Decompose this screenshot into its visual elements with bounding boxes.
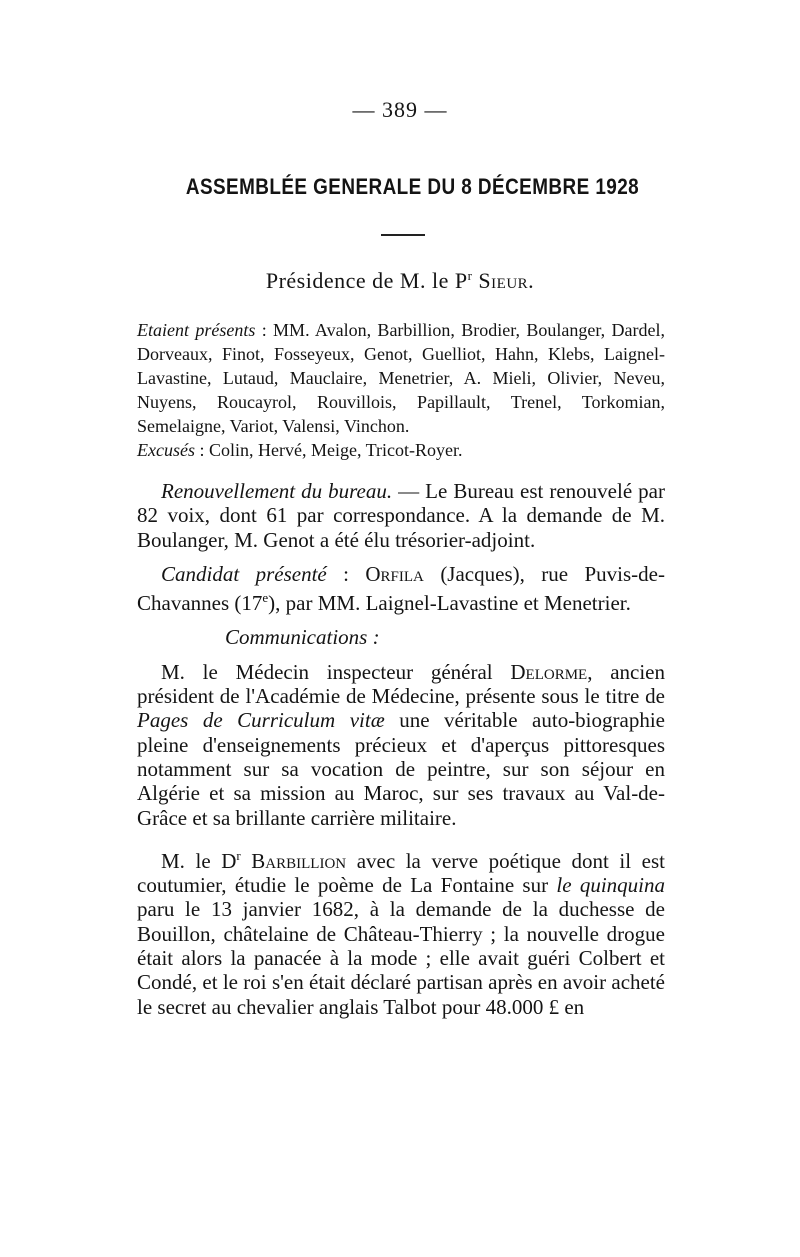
barbillion-text-2: avec la verve poétique dont il est coutumier, étudie le poème de La Fontaine sur: [137, 848, 665, 898]
candidat-text-2: ), par MM. Laignel-Lavastine et Menetrier.: [268, 591, 631, 616]
delorme-text-2: , ancien président de l'Académie de Médecine, présente sous le titre de: [137, 659, 665, 709]
candidat-sup: e: [262, 590, 269, 606]
candidat-name: Orfila: [365, 561, 424, 586]
renouvellement-label: Renouvellement du bureau.: [161, 479, 393, 503]
excuses-label: Excusés: [137, 440, 195, 460]
barbillion-work-title: le quinquina: [556, 873, 665, 898]
communications-heading: [137, 625, 665, 649]
candidat-text-1: (Jacques), rue Puvis-de-Chavannes (17: [137, 561, 665, 616]
presidence-sup: r: [467, 268, 473, 283]
candidat-colon: :: [326, 561, 366, 586]
page-title: ASSEMBLÉE GENERALE DU 8 DÉCEMBRE 1928: [185, 174, 640, 199]
barbillion-sup: r: [236, 847, 241, 863]
page-number: — 389 —: [352, 97, 448, 122]
renouvellement-paragraph: [137, 479, 665, 552]
president-name: Sieur.: [478, 268, 535, 293]
barbillion-text-1: M. le D: [161, 848, 237, 873]
attendance-section: [137, 318, 665, 462]
communications-heading-text: Communications :: [225, 625, 380, 650]
renouvellement-text: — Le Bureau est renouvelé par 82 voix, dont 61 par correspondance. A la demande de M. Boulanger, M. Genot a été élu trésorier-adjoint.: [137, 479, 665, 552]
presents-label: Etaient présents: [137, 320, 256, 340]
presidence-prefix: Présidence de M. le P: [265, 268, 468, 293]
barbillion-text-3: paru le 13 janvier 1682, à la demande de la duchesse de Bouillon, châtelaine de Château-Thierry ; la nouvelle drogue était alors la panacée à la mode ; elle avait guéri Colbert et Condé, et le roi s'en était déclaré partisan après en avoir acheté le secret au chevalier anglais Talbot pour 48.000 £ en: [137, 897, 665, 1019]
delorme-work-title: Pages de Curriculum vitæ: [137, 708, 385, 733]
excuses-list: : Colin, Hervé, Meige, Tricot-Royer.: [194, 440, 463, 460]
minutes-body: [137, 479, 665, 1019]
delorme-text-3: une véritable auto-biographie pleine d'enseignements précieux et d'aperçus pittoresques notamment sur sa vocation de peintre, sur son séjour en Algérie et sa mission au Maroc, sur ses travaux au Val-de-Grâce et sa brillante carrière militaire.: [137, 708, 665, 830]
barbillion-paragraph: [137, 844, 665, 1019]
candidat-paragraph: [137, 562, 665, 616]
excuses-paragraph: [137, 438, 665, 462]
barbillion-name: Barbillion: [240, 848, 347, 873]
delorme-paragraph: [137, 660, 665, 830]
candidat-label: Candidat présenté: [161, 561, 327, 586]
presents-list: : MM. Avalon, Barbillion, Brodier, Boulanger, Dardel, Dorveaux, Finot, Fosseyeux, Genot, Guelliot, Hahn, Klebs, Laignel-Lavastine, Lutaud, Mauclaire, Menetrier, A. Mieli, Olivier, Neveu, Nuyens, Roucayrol, Rouvillois, Papillault, Trenel, Torkomian, Semelaigne, Variot, Valensi, Vinchon.: [137, 320, 665, 436]
presidence-line: [0, 268, 800, 294]
presents-paragraph: [137, 318, 665, 438]
delorme-name: Delorme: [510, 659, 588, 684]
delorme-text-1: M. le Médecin inspecteur général: [161, 659, 511, 684]
title-divider: [381, 234, 425, 236]
